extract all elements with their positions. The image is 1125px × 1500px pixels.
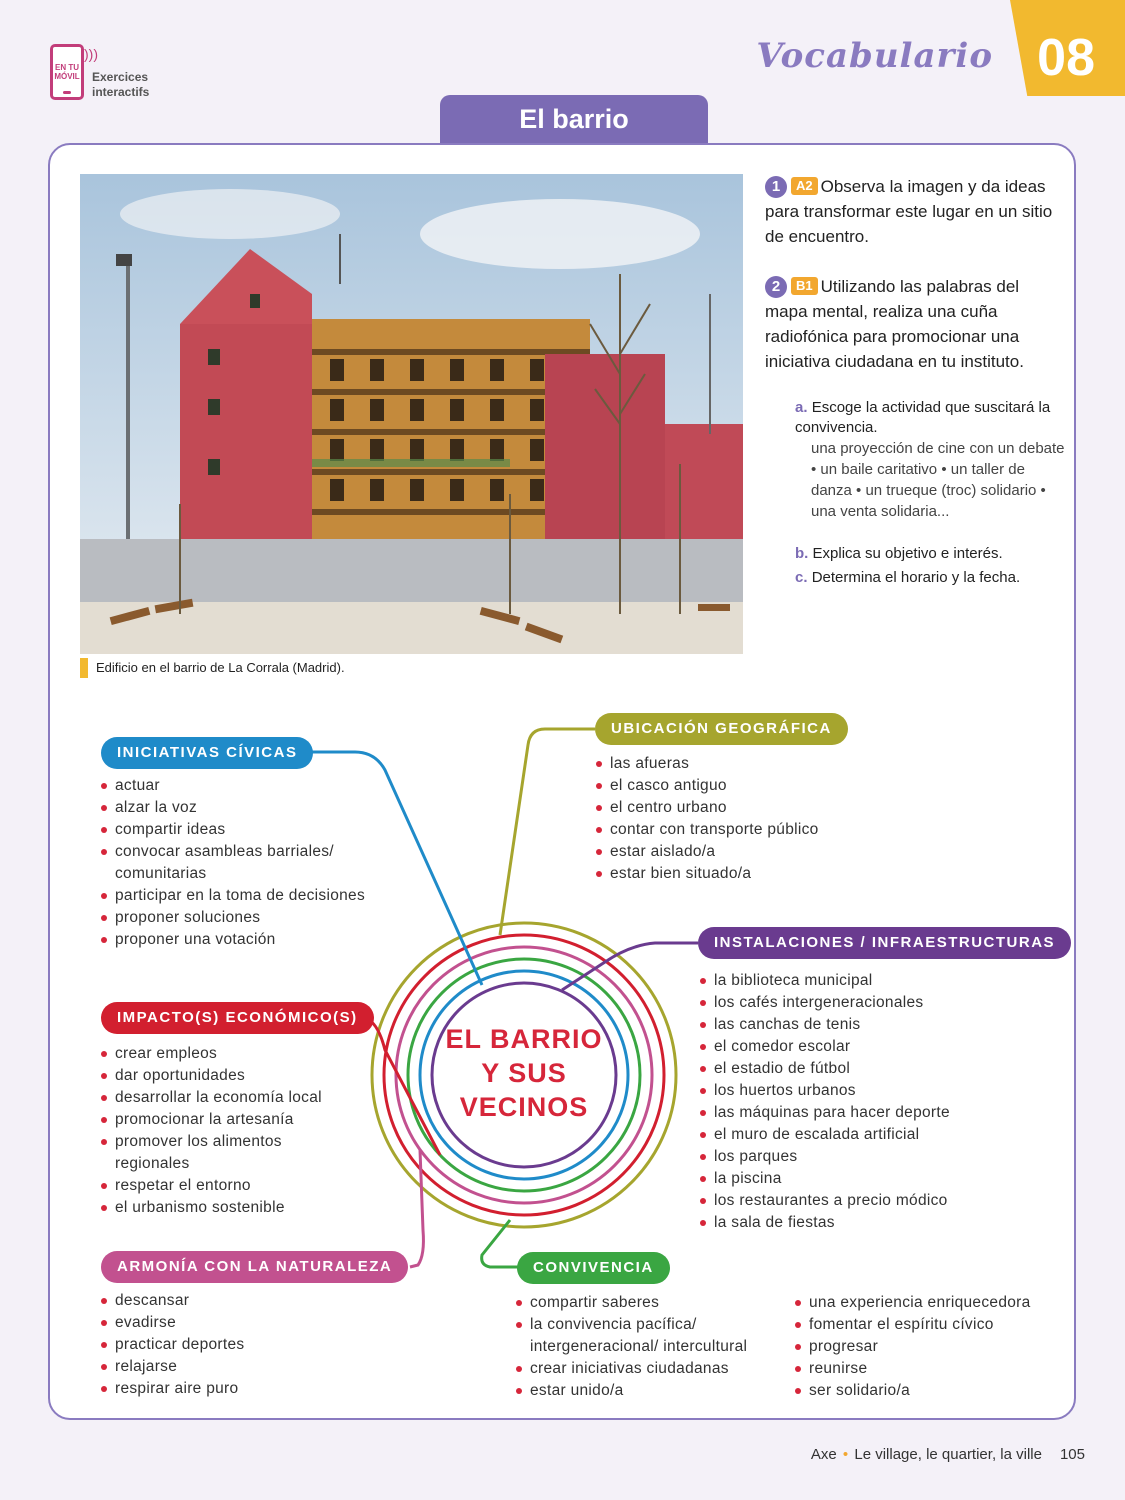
list-item: relajarse bbox=[101, 1356, 381, 1378]
phone-icon bbox=[50, 44, 84, 100]
exercise-2-part-c bbox=[795, 568, 1065, 588]
list-item: la sala de fiestas bbox=[700, 1212, 1030, 1234]
list-armonia-naturaleza bbox=[101, 1290, 381, 1400]
list-item: el urbanismo sostenible bbox=[101, 1197, 381, 1219]
list-item: evadirse bbox=[101, 1312, 381, 1334]
corrala-photo bbox=[80, 174, 743, 654]
level-badge: A2 bbox=[791, 177, 818, 195]
list-item: el centro urbano bbox=[596, 797, 896, 819]
exercise-2 bbox=[765, 274, 1065, 374]
list-ubicacion-geografica bbox=[596, 753, 896, 885]
list-item: estar aislado/a bbox=[596, 841, 896, 863]
list-item: los parques bbox=[700, 1146, 1030, 1168]
exercise-number: 2 bbox=[765, 276, 787, 298]
part-letter: c. bbox=[795, 569, 808, 586]
list-item: progresar bbox=[795, 1336, 1060, 1358]
exercise-2-part-b bbox=[795, 544, 1065, 564]
list-item: proponer una votación bbox=[101, 929, 401, 951]
list-item: los restaurantes a precio módico bbox=[700, 1190, 1030, 1212]
page-footer bbox=[811, 1446, 1085, 1463]
exercise-text: Utilizando las palabras del mapa mental, realiza una cuña radiofónica para promocionar una iniciativa ciudadana en tu instituto. bbox=[765, 277, 1024, 371]
heading-instalaciones: INSTALACIONES / INFRAESTRUCTURAS bbox=[698, 927, 1071, 959]
unit-number: 08 bbox=[1037, 29, 1095, 87]
list-item: compartir saberes bbox=[516, 1292, 781, 1314]
photo-caption: Edificio en el barrio de La Corrala (Madrid). bbox=[80, 658, 345, 678]
list-item: dar oportunidades bbox=[101, 1065, 381, 1087]
footer-separator: • bbox=[838, 1446, 853, 1463]
list-item: practicar deportes bbox=[101, 1334, 381, 1356]
list-iniciativas-civicas bbox=[101, 775, 401, 951]
list-convivencia-col1 bbox=[516, 1292, 781, 1402]
list-item: fomentar el espíritu cívico bbox=[795, 1314, 1060, 1336]
heading-convivencia: CONVIVENCIA bbox=[517, 1252, 670, 1284]
list-item: participar en la toma de decisiones bbox=[101, 885, 401, 907]
list-item: las afueras bbox=[596, 753, 896, 775]
mobile-badge-label: EN TU MÓVIL bbox=[54, 63, 80, 81]
list-item: los cafés intergeneracionales bbox=[700, 992, 1030, 1014]
part-text: Explica su objetivo e interés. bbox=[812, 545, 1003, 562]
exercise-number: 1 bbox=[765, 176, 787, 198]
exercise-1 bbox=[765, 174, 1065, 249]
list-item: desarrollar la economía local bbox=[101, 1087, 381, 1109]
list-item: crear empleos bbox=[101, 1043, 381, 1065]
list-convivencia-col2 bbox=[795, 1292, 1060, 1402]
list-item: promover los alimentos regionales bbox=[101, 1131, 331, 1175]
list-item: el estadio de fútbol bbox=[700, 1058, 1030, 1080]
heading-impacto-economico: IMPACTO(S) ECONÓMICO(S) bbox=[101, 1002, 374, 1034]
list-item: reunirse bbox=[795, 1358, 1060, 1380]
list-item: contar con transporte público bbox=[596, 819, 896, 841]
list-item: proponer soluciones bbox=[101, 907, 401, 929]
list-item: los huertos urbanos bbox=[700, 1080, 1030, 1102]
list-item: el comedor escolar bbox=[700, 1036, 1030, 1058]
part-text: Determina el horario y la fecha. bbox=[811, 569, 1021, 586]
list-item: estar bien situado/a bbox=[596, 863, 896, 885]
list-item: el casco antiguo bbox=[596, 775, 896, 797]
phone-button bbox=[63, 91, 71, 94]
heading-armonia-naturaleza: ARMONÍA CON LA NATURALEZA bbox=[101, 1251, 408, 1283]
activity-options: una proyección de cine con un debate • un baile caritativo • un taller de danza • un trueque (troc) solidario • una venta solidaria... bbox=[811, 440, 1065, 520]
part-letter: a. bbox=[795, 399, 808, 416]
list-item: compartir ideas bbox=[101, 819, 401, 841]
part-letter: b. bbox=[795, 545, 809, 562]
footer-chapter: Le village, le quartier, la ville bbox=[854, 1446, 1042, 1463]
list-item: la piscina bbox=[700, 1168, 1030, 1190]
list-item: la biblioteca municipal bbox=[700, 970, 1030, 992]
page-number: 105 bbox=[1059, 1446, 1085, 1463]
level-badge: B1 bbox=[791, 277, 818, 295]
list-item: las canchas de tenis bbox=[700, 1014, 1030, 1036]
list-impacto-economico bbox=[101, 1043, 381, 1219]
heading-ubicacion-geografica: UBICACIÓN GEOGRÁFICA bbox=[595, 713, 848, 745]
list-item: respetar el entorno bbox=[101, 1175, 381, 1197]
topic-tab: El barrio bbox=[440, 95, 708, 143]
mobile-exercises-label: Exercices interactifs bbox=[92, 70, 150, 99]
list-item: descansar bbox=[101, 1290, 381, 1312]
mind-map-center: EL BARRIO Y SUS VECINOS bbox=[445, 1024, 603, 1122]
mobile-exercises-badge[interactable] bbox=[50, 44, 149, 100]
section-title: Vocabulario bbox=[756, 36, 993, 76]
exercise-2-part-a bbox=[795, 398, 1065, 522]
list-item: respirar aire puro bbox=[101, 1378, 381, 1400]
list-item: una experiencia enriquecedora bbox=[795, 1292, 1060, 1314]
heading-iniciativas-civicas: INICIATIVAS CÍVICAS bbox=[101, 737, 313, 769]
list-item: convocar asambleas barriales/ comunitarias bbox=[101, 841, 361, 885]
list-instalaciones bbox=[700, 970, 1030, 1234]
list-item: la convivencia pacífica/ intergeneracional/ intercultural bbox=[516, 1314, 781, 1358]
list-item: estar unido/a bbox=[516, 1380, 781, 1402]
list-item: las máquinas para hacer deporte bbox=[700, 1102, 1030, 1124]
list-item: el muro de escalada artificial bbox=[700, 1124, 1030, 1146]
signal-icon: ))) bbox=[84, 46, 98, 62]
list-item: alzar la voz bbox=[101, 797, 401, 819]
exercise-text: Observa la imagen y da ideas para transformar este lugar en un sitio de encuentro. bbox=[765, 177, 1053, 246]
list-item: ser solidario/a bbox=[795, 1380, 1060, 1402]
part-text: Escoge la actividad que suscitará la convivencia. bbox=[795, 399, 1051, 436]
footer-axe: Axe bbox=[810, 1446, 837, 1463]
list-item: actuar bbox=[101, 775, 401, 797]
list-item: promocionar la artesanía bbox=[101, 1109, 381, 1131]
list-item: crear iniciativas ciudadanas bbox=[516, 1358, 781, 1380]
